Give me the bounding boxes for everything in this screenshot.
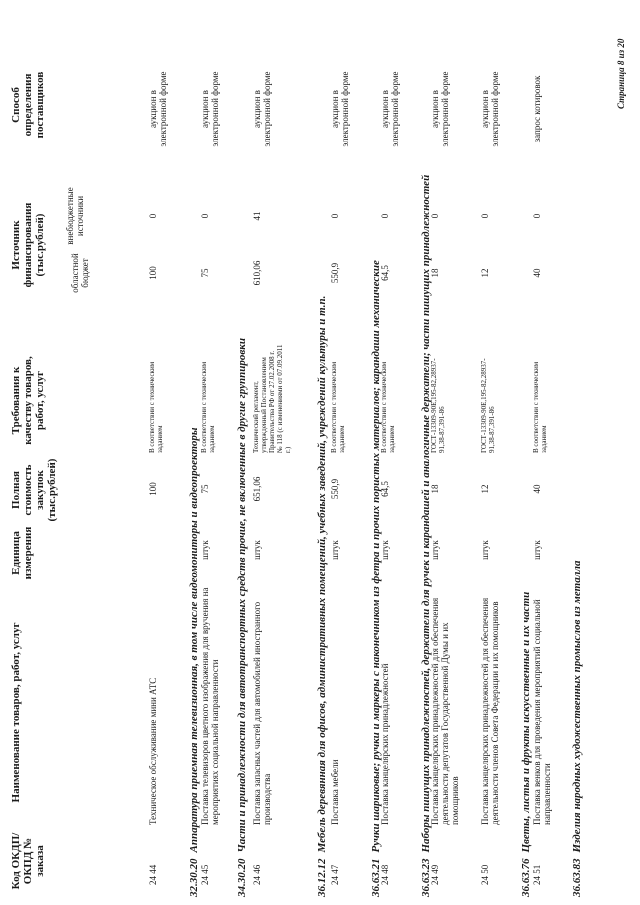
- item-unit: штук: [532, 540, 542, 560]
- category-title: Наборы пишущих принадлежностей, держатели для ручек и карандашей и аналогичные держатели; части пишущих принадлежностей: [420, 174, 432, 853]
- category-title: Мебель деревянная для офисов, административных помещений, учебных заведений, учреждений культуры и т.п.: [316, 295, 328, 853]
- item-cost: 18: [430, 484, 440, 494]
- item-name: Поставка телевизоров цветного изображения для вручения на мероприятиях социальной направленности: [200, 587, 220, 825]
- category-code: 36.63.83: [571, 858, 583, 897]
- category-heading: [236, 338, 248, 897]
- category-title: Ручки шариковые; ручки и маркеры с наконечником из фетра и прочих пористых материалов; карандаши механические: [370, 260, 382, 853]
- category-code: 36.63.76: [520, 858, 532, 897]
- item-funding-extra: 0: [200, 213, 210, 219]
- item-cost: 12: [480, 484, 490, 494]
- item-method: аукцион в электронной форме: [380, 71, 400, 147]
- item-funding-regional: 64,5: [380, 265, 390, 281]
- item-method: аукцион в электронной форме: [148, 71, 168, 147]
- item-unit: штук: [252, 540, 262, 560]
- category-code: 36.63.21: [370, 858, 382, 897]
- category-title: Части и принадлежности для автотранспортных средств прочие, не включенные в другие группировки: [236, 338, 248, 853]
- category-code: 36.63.23: [420, 858, 432, 897]
- item-funding-regional: 12: [480, 268, 490, 278]
- page-footer: Страница 8 из 20: [616, 38, 626, 109]
- item-code: 24 46: [252, 864, 262, 885]
- item-cost: 550,9: [330, 478, 340, 500]
- header-method: Способ определения поставщиков: [10, 71, 46, 139]
- item-name: Поставка канцелярских принадлежностей для обеспечения деятельности депутатов Государственной Думы и их помощников: [430, 597, 460, 825]
- item-method: аукцион в электронной форме: [200, 71, 220, 147]
- category-code: 32.30.20: [188, 858, 200, 897]
- category-heading: [316, 296, 328, 897]
- item-code: 24 51: [532, 864, 542, 885]
- item-funding-regional: 550,9: [330, 262, 340, 284]
- item-funding-regional: 610,06: [252, 260, 262, 286]
- item-method: аукцион в электронной форме: [480, 71, 500, 147]
- item-funding-extra: 0: [148, 213, 158, 219]
- item-name: Поставка канцелярских принадлежностей: [380, 663, 390, 825]
- item-funding-extra: 41: [252, 211, 262, 221]
- item-code: 24 50: [480, 864, 490, 885]
- item-funding-regional: 100: [148, 266, 158, 280]
- item-funding-extra: 0: [430, 213, 440, 219]
- item-code: 24 49: [430, 864, 440, 885]
- item-cost: 64,5: [380, 481, 390, 497]
- item-unit: штук: [480, 540, 490, 560]
- header-funding: Источник финансирования (тыс.рублей): [10, 202, 46, 288]
- item-funding-extra: 0: [330, 213, 340, 219]
- category-code: 36.12.12: [316, 858, 328, 897]
- item-requirements: В соответствии с техническим заданием: [200, 361, 216, 453]
- item-code: 24 44: [148, 864, 158, 885]
- item-cost: 40: [532, 484, 542, 494]
- item-requirements: В соответствии с техническим заданием: [532, 361, 548, 453]
- item-code: 24 47: [330, 864, 340, 885]
- item-unit: штук: [430, 540, 440, 560]
- item-cost: 651,06: [252, 476, 262, 502]
- category-heading: [520, 592, 532, 897]
- header-funding-extra: внебюджетные источники: [65, 187, 85, 245]
- item-name: Поставка мебели: [330, 759, 340, 825]
- header-cost: Полная стоимость закупок (тыс.рублей): [10, 458, 58, 522]
- item-name: Техническое обслуживание мини АТС: [148, 677, 158, 825]
- item-name: Поставка канцелярских принадлежностей для обеспечения деятельности членов Совета Федерации и их помощников: [480, 597, 500, 825]
- item-method: аукцион в электронной форме: [252, 71, 272, 147]
- header-requirements: Требования к качеству товаров, работ, услуг: [10, 356, 46, 445]
- item-requirements: ГОСТ-13309-90Е,195-82,28937-91,38-87,391-86: [430, 358, 446, 453]
- item-cost: 75: [200, 484, 210, 494]
- item-method: запрос котировок: [532, 75, 542, 143]
- item-method: аукцион в электронной форме: [330, 71, 350, 147]
- item-unit: штук: [380, 540, 390, 560]
- item-funding-regional: 18: [430, 268, 440, 278]
- item-funding-extra: 0: [532, 213, 542, 219]
- header-unit: Единица измерения: [10, 526, 34, 580]
- item-method: аукцион в электронной форме: [430, 71, 450, 147]
- item-requirements: В соответствии с техническим заданием: [330, 361, 346, 453]
- category-title: Изделия народных художественных промыслов из металла: [571, 560, 583, 853]
- item-code: 24 45: [200, 864, 210, 885]
- item-code: 24 48: [380, 864, 390, 885]
- category-title: Цветы, листья и фрукты искусственные и их части: [520, 591, 532, 853]
- item-name: Поставка венков для проведения мероприятий социальной направленности: [532, 599, 552, 825]
- header-funding-regional: областной бюджет: [70, 253, 90, 293]
- category-heading: [188, 427, 200, 897]
- category-code: 34.30.20: [236, 858, 248, 897]
- item-funding-extra: 0: [480, 213, 490, 219]
- item-unit: штук: [200, 540, 210, 560]
- item-requirements: ГОСТ-13309-90Е,195-82,28937-91,38-87,391-86: [480, 358, 496, 453]
- item-name: Поставка запасных частей для автомобилей иностранного производства: [252, 601, 272, 825]
- item-unit: штук: [330, 540, 340, 560]
- item-funding-extra: 0: [380, 213, 390, 219]
- header-code: Код ОКДП/ ОКПД № заказа: [10, 832, 46, 890]
- item-cost: 100: [148, 482, 158, 496]
- item-requirements: Технический регламент, утвержденный Постановлением Правительства РФ от 27.02.2008 г. № 118 (с изменениями от 07.09.2011 г.): [252, 344, 292, 453]
- category-heading: [571, 561, 583, 898]
- item-requirements: В соответствии с техническим заданием: [148, 361, 164, 453]
- header-name: Наименование товаров, работ, услуг: [10, 622, 22, 803]
- category-title: Аппаратура приемная телевизионная, в том числе видеомониторы и видеопроекторы: [188, 427, 200, 853]
- item-funding-regional: 40: [532, 268, 542, 278]
- item-funding-regional: 75: [200, 268, 210, 278]
- item-requirements: В соответствии с техническим заданием: [380, 361, 396, 453]
